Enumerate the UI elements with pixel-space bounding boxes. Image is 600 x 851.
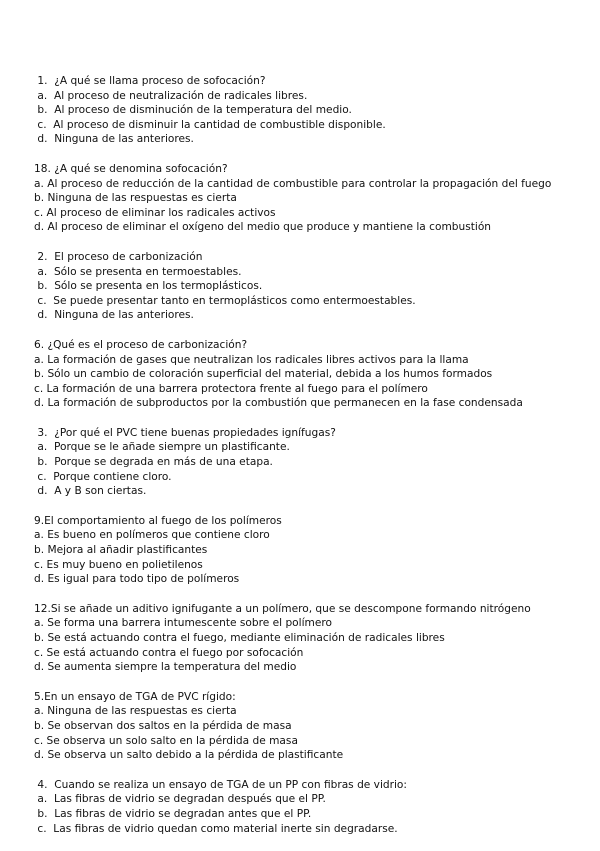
exam-document [34,74,594,851]
question-block [34,162,594,235]
answer-option: a. Es bueno en polímeros que contiene cloro [34,529,270,542]
answer-option: c. Al proceso de disminuir la cantidad de combustible disponible. [34,118,386,131]
question-title: 1. ¿A qué se llama proceso de sofocación? [34,75,266,87]
question-title: 2. El proceso de carbonización [34,250,203,263]
question-block [34,338,594,411]
question-block [34,426,594,499]
answer-option: b. Se observan dos saltos en la pérdida de masa [34,719,292,732]
answer-option: d. La formación de subproductos por la combustión que permanecen en la fase condensada [34,397,523,410]
answer-option: b. Las fibras de vidrio se degradan antes que el PP. [34,807,312,820]
answer-option: d. Se observa un salto debido a la pérdida de plastificante [34,749,344,762]
answer-option: d. A y B son ciertas. [34,485,147,498]
answer-option: c. La formación de una barrera protectora frente al fuego para el polímero [34,382,428,395]
answer-option: c. Porque contiene cloro. [34,470,172,483]
answer-option: a. Porque se le añade siempre un plastificante. [34,441,290,454]
question-title: 6. ¿Qué es el proceso de carbonización? [34,338,248,351]
answer-option: c. Al proceso de eliminar los radicales activos [34,206,276,219]
answer-option: b. Al proceso de disminución de la temperatura del medio. [34,104,352,117]
answer-option: a. Sólo se presenta en termoestables. [34,265,242,278]
answer-option: d. Ninguna de las anteriores. [34,133,194,146]
answer-option: b. Mejora al añadir plastificantes [34,544,208,557]
question-block [34,74,594,147]
answer-option: a. La formación de gases que neutralizan los radicales libres activos para la llama [34,353,469,366]
answer-option: a. Al proceso de neutralización de radicales libres. [34,89,308,102]
answer-option: a. Ninguna de las respuestas es cierta [34,705,237,718]
answer-option: b. Sólo se presenta en los termoplásticos. [34,280,263,293]
answer-option: d. Se aumenta siempre la temperatura del medio [34,661,297,674]
answer-option: a. Las fibras de vidrio se degradan después que el PP. [34,793,326,806]
question-title: 3. ¿Por qué el PVC tiene buenas propiedades ignífugas? [34,426,336,439]
question-title: 9.El comportamiento al fuego de los polímeros [34,514,282,527]
answer-option: a. Se forma una barrera intumescente sobre el polímero [34,617,332,630]
answer-option: b. Sólo un cambio de coloración superficial del material, debida a los humos formados [34,368,493,381]
question-block [34,602,594,675]
answer-option: c. Se puede presentar tanto en termoplásticos como entermoestables. [34,294,416,307]
question-title: 12.Si se añade un aditivo ignifugante a un polímero, que se descompone formando nitrógeno [34,602,531,615]
answer-option: d. Al proceso de eliminar el oxígeno del medio que produce y mantiene la combustión [34,221,492,234]
question-block [34,778,594,836]
answer-option: c. Las fibras de vidrio quedan como material inerte sin degradarse. [34,822,398,835]
question-block [34,690,594,763]
question-title: 4. Cuando se realiza un ensayo de TGA de un PP con fibras de vidrio: [34,778,407,791]
answer-option: c. Se está actuando contra el fuego por sofocación [34,646,304,659]
question-title: 5.En un ensayo de TGA de PVC rígido: [34,690,236,703]
answer-option: b. Se está actuando contra el fuego, mediante eliminación de radicales libres [34,632,445,644]
answer-option: c. Es muy bueno en polietilenos [34,558,203,571]
question-block [34,250,594,323]
answer-option: b. Ninguna de las respuestas es cierta [34,192,237,205]
answer-option: a. Al proceso de reducción de la cantidad de combustible para controlar la propagación del fuego [34,177,552,190]
question-title: 18. ¿A qué se denomina sofocación? [34,162,228,175]
answer-option: c. Se observa un solo salto en la pérdida de masa [34,734,298,747]
answer-option: d. Es igual para todo tipo de polímeros [34,573,240,586]
question-block [34,514,594,587]
answer-option: b. Porque se degrada en más de una etapa. [34,456,273,469]
answer-option: d. Ninguna de las anteriores. [34,309,194,322]
